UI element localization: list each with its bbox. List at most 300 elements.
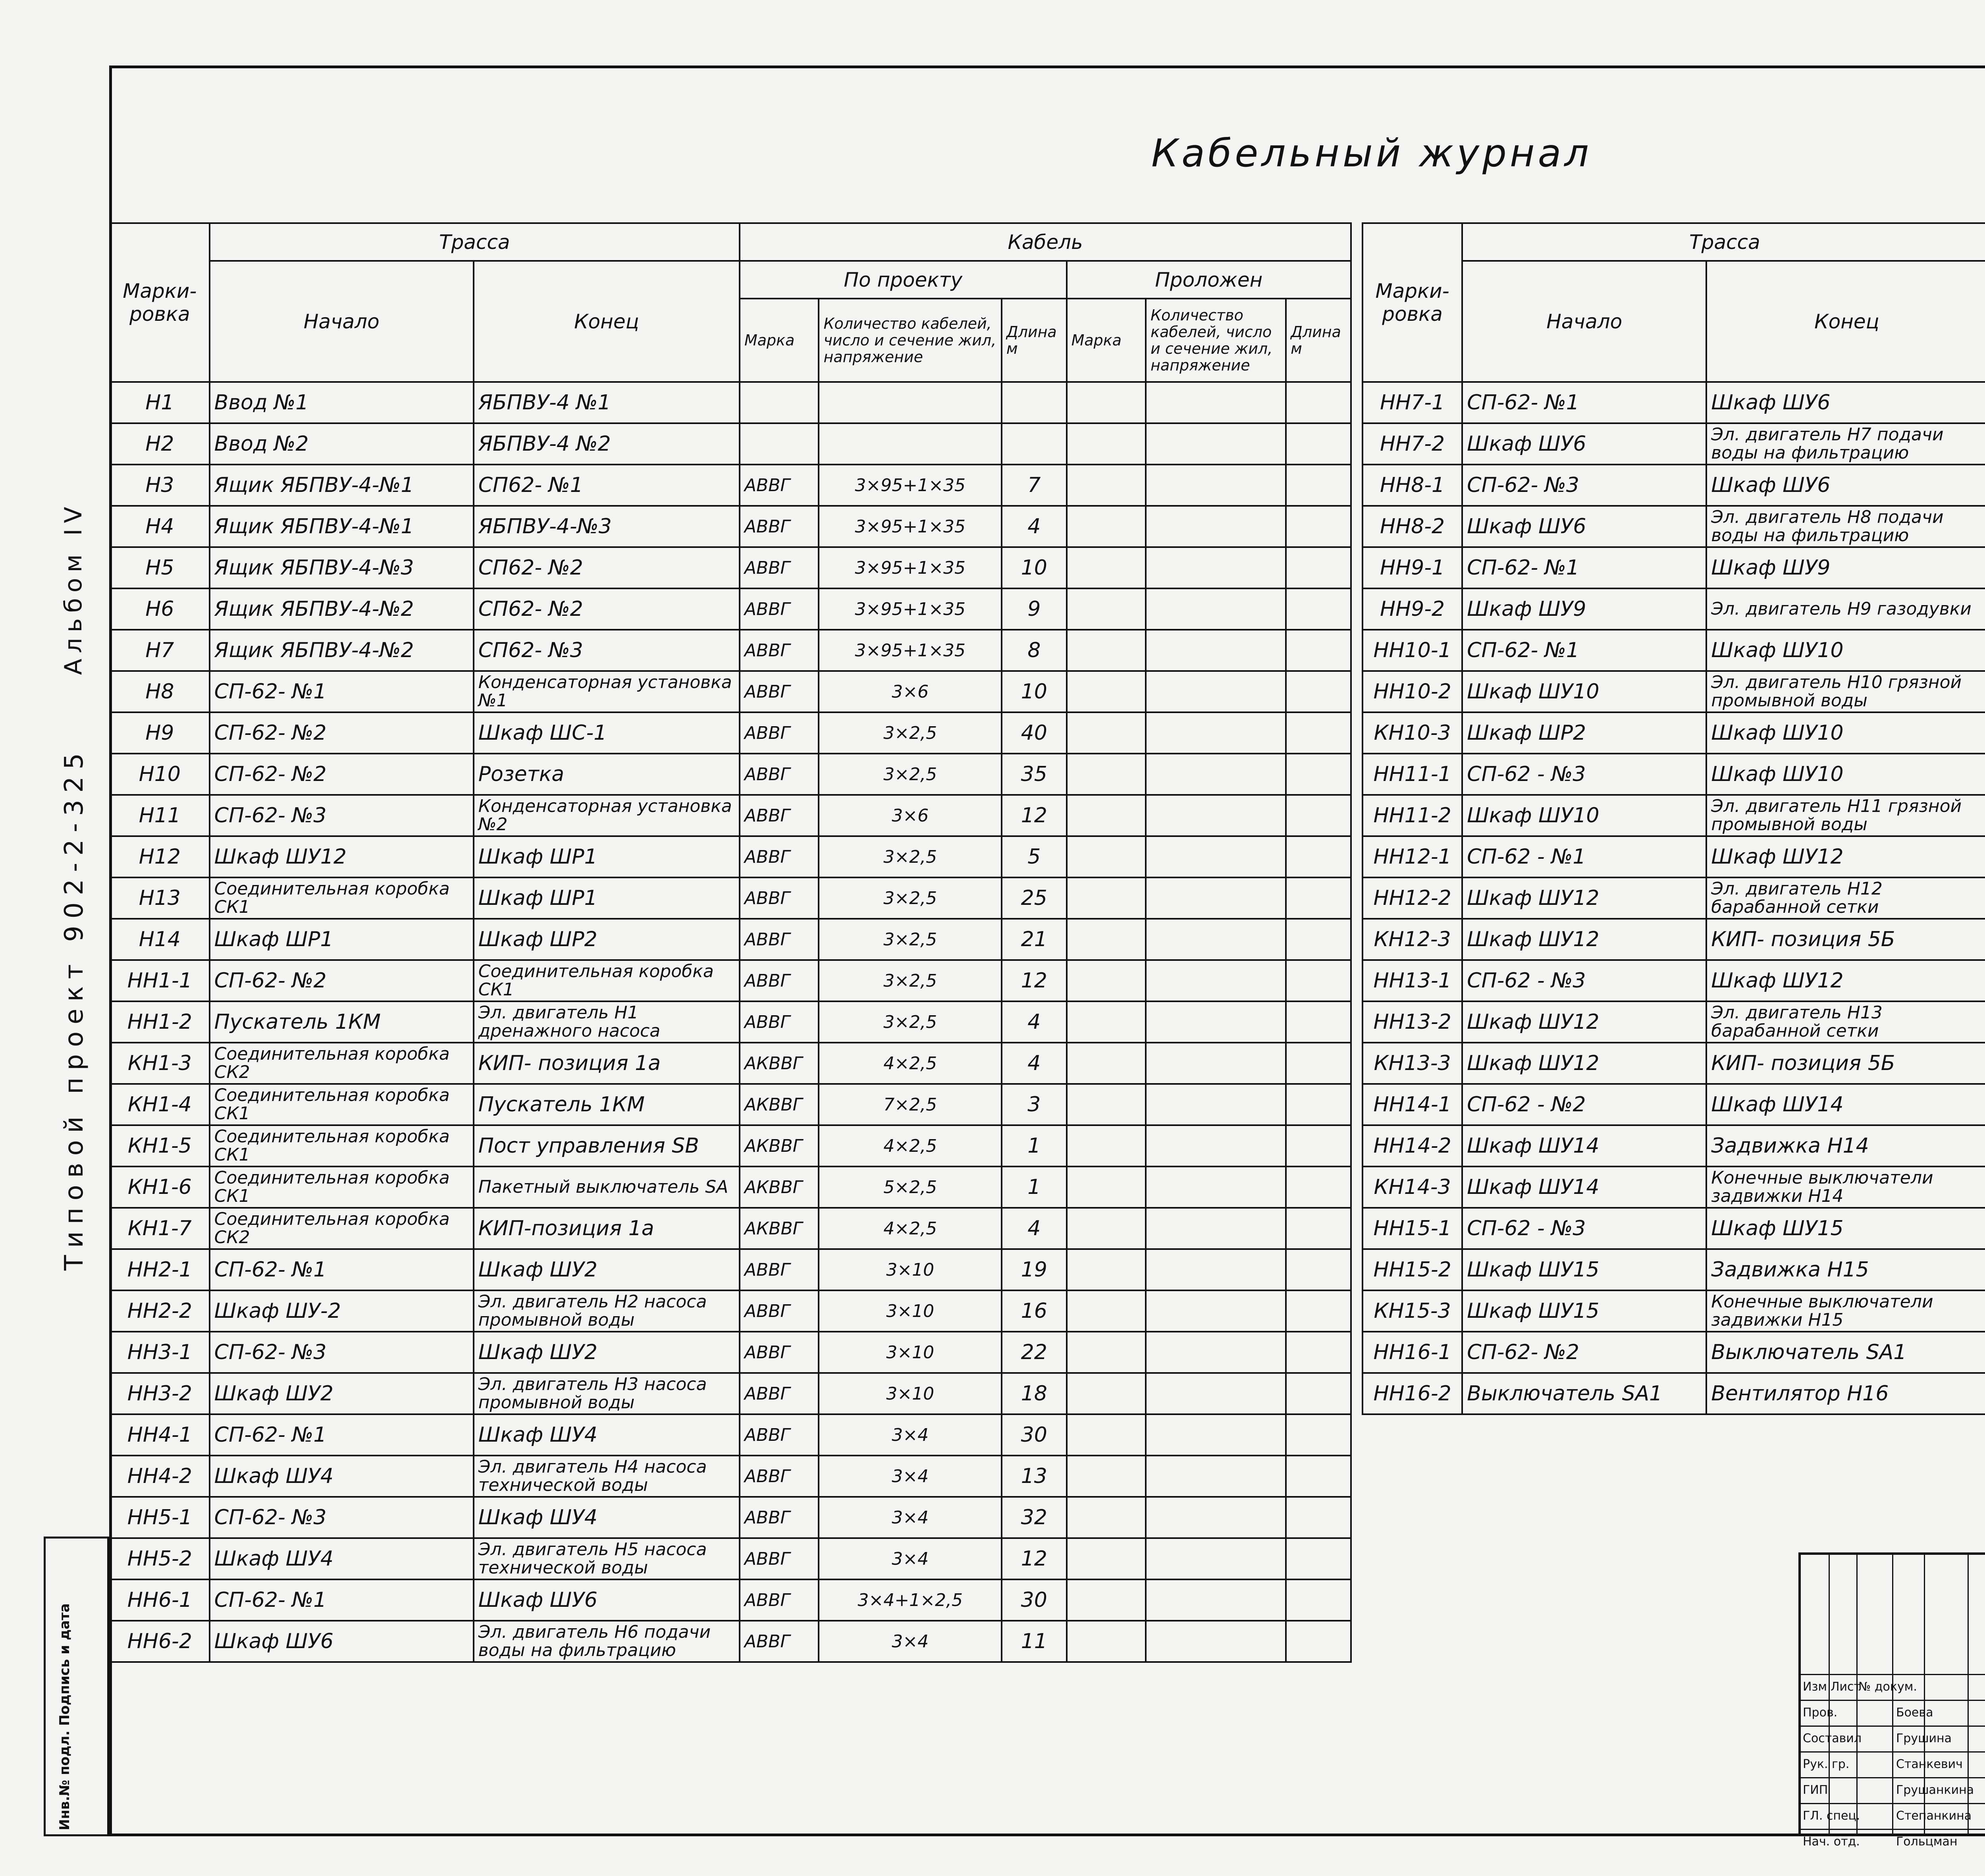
cell-length-laid (1286, 795, 1351, 836)
cell-brand (740, 423, 819, 465)
cell-end: Пускатель 1КМ (474, 1084, 740, 1125)
cell-length-laid (1286, 712, 1351, 754)
table-row (110, 877, 1351, 919)
cell-mark: Н14 (110, 919, 210, 960)
cell-end: Шкаф ШУ6 (1706, 465, 1985, 506)
cell-end: Шкаф ШУ4 (474, 1497, 740, 1538)
table-row (110, 1290, 1351, 1332)
table-row (110, 382, 1351, 423)
cell-mark: Н9 (110, 712, 210, 754)
cell-length: 4 (1002, 1043, 1067, 1084)
table-row (110, 919, 1351, 960)
cell-length-laid (1286, 754, 1351, 795)
cell-qty-laid (1146, 1621, 1286, 1662)
cell-qty-laid (1146, 754, 1286, 795)
cell-qty: 3×6 (819, 795, 1001, 836)
cell-mark: Н13 (110, 877, 210, 919)
cell-start: СП-62- №2 (1462, 1332, 1706, 1373)
table-row (110, 1579, 1351, 1621)
cell-start: СП-62- №3 (210, 1497, 474, 1538)
table-row (1363, 1290, 1985, 1332)
cell-qty-laid (1146, 1208, 1286, 1249)
table-row (1363, 1373, 1985, 1414)
cell-mark: НН11-2 (1363, 795, 1462, 836)
cell-mark: НН16-2 (1363, 1373, 1462, 1414)
cell-length-laid (1286, 1001, 1351, 1043)
cell-mark: НН6-2 (110, 1621, 210, 1662)
cell-brand-laid (1067, 1125, 1146, 1166)
cell-brand-laid (1067, 1208, 1146, 1249)
table-row (110, 506, 1351, 547)
cell-brand-laid (1067, 1456, 1146, 1497)
cell-mark: НН11-1 (1363, 754, 1462, 795)
cell-length: 11 (1002, 1621, 1067, 1662)
table-row (110, 1208, 1351, 1249)
cell-brand-laid (1067, 1084, 1146, 1125)
cell-end: Шкаф ШУ10 (1706, 712, 1985, 754)
table-row (110, 547, 1351, 588)
cell-mark: КН1-7 (110, 1208, 210, 1249)
cell-brand-laid (1067, 1414, 1146, 1456)
cell-brand: АВВГ (740, 1332, 819, 1373)
cell-brand-laid (1067, 671, 1146, 712)
cell-brand: АВВГ (740, 960, 819, 1001)
cell-end: Шкаф ШУ9 (1706, 547, 1985, 588)
cell-qty-laid (1146, 1497, 1286, 1538)
cell-mark: КН1-6 (110, 1166, 210, 1208)
cell-end: Соединительная коробка СК1 (474, 960, 740, 1001)
table-row (110, 465, 1351, 506)
cell-length-laid (1286, 960, 1351, 1001)
cell-start: СП-62- №1 (1462, 382, 1706, 423)
header-laid: Проложен (1067, 261, 1351, 299)
cell-mark: НН3-1 (110, 1332, 210, 1373)
cell-mark: Н11 (110, 795, 210, 836)
cell-length: 13 (1002, 1456, 1067, 1497)
cell-start: СП-62- №2 (210, 754, 474, 795)
cell-brand-laid (1067, 1579, 1146, 1621)
table-row (1363, 547, 1985, 588)
cell-mark: НН8-1 (1363, 465, 1462, 506)
cell-length: 32 (1002, 1497, 1067, 1538)
cell-brand: АВВГ (740, 1497, 819, 1538)
cell-mark: НН16-1 (1363, 1332, 1462, 1373)
table-row (110, 1166, 1351, 1208)
cell-end: КИП- позиция 5Б (1706, 1043, 1985, 1084)
cell-length: 12 (1002, 795, 1067, 836)
cell-mark: НН1-2 (110, 1001, 210, 1043)
cell-end: Эл. двигатель Н5 насоса технической воды (474, 1538, 740, 1579)
signer-name: Грушина (1896, 1731, 1952, 1745)
cell-brand-laid (1067, 1249, 1146, 1290)
cell-start: СП-62- №1 (210, 1249, 474, 1290)
table-row (1363, 960, 1985, 1001)
cell-brand: АВВГ (740, 1456, 819, 1497)
cell-mark: НН12-2 (1363, 877, 1462, 919)
cell-length-laid (1286, 1208, 1351, 1249)
table-row (1363, 423, 1985, 465)
cell-length-laid (1286, 1125, 1351, 1166)
cell-length: 4 (1002, 506, 1067, 547)
cell-brand: АВВГ (740, 1414, 819, 1456)
cell-brand: АКВВГ (740, 1125, 819, 1166)
table-row (110, 1084, 1351, 1125)
cell-length-laid (1286, 630, 1351, 671)
table-row (110, 712, 1351, 754)
cell-length: 9 (1002, 588, 1067, 630)
cell-length: 30 (1002, 1414, 1067, 1456)
cell-qty: 3×2,5 (819, 754, 1001, 795)
cell-mark: НН6-1 (110, 1579, 210, 1621)
signature-strip (44, 1537, 109, 1836)
header-route: Трасса (210, 223, 740, 261)
cell-end: Шкаф ШУ12 (1706, 960, 1985, 1001)
cell-qty: 4×2,5 (819, 1208, 1001, 1249)
header-mark: Марки-ровка (110, 223, 210, 382)
cell-qty: 3×95+1×35 (819, 506, 1001, 547)
cell-brand-laid (1067, 1538, 1146, 1579)
cell-end: Шкаф ШУ15 (1706, 1208, 1985, 1249)
cell-length: 10 (1002, 547, 1067, 588)
table-row (110, 630, 1351, 671)
cell-qty-laid (1146, 1538, 1286, 1579)
cell-mark: НН10-2 (1363, 671, 1462, 712)
cell-brand-laid (1067, 1043, 1146, 1084)
title-block (1798, 1552, 1985, 1849)
header-cable: Кабель (740, 223, 1351, 261)
cell-qty: 3×2,5 (819, 919, 1001, 960)
cell-brand: АВВГ (740, 1290, 819, 1332)
cell-qty: 3×2,5 (819, 960, 1001, 1001)
cell-start: Шкаф ШУ4 (210, 1456, 474, 1497)
cell-start: Шкаф ШУ12 (210, 836, 474, 877)
table-row (1363, 382, 1985, 423)
cell-brand: АВВГ (740, 1538, 819, 1579)
table-row (110, 754, 1351, 795)
cell-brand: АКВВГ (740, 1166, 819, 1208)
header-len-laid: Длина м (1286, 299, 1351, 382)
cell-start: Шкаф ШУ6 (210, 1621, 474, 1662)
cell-start: СП-62- №3 (210, 1332, 474, 1373)
cell-length-laid (1286, 382, 1351, 423)
cell-brand: АВВГ (740, 1579, 819, 1621)
cell-brand-laid (1067, 547, 1146, 588)
cell-length: 12 (1002, 960, 1067, 1001)
page-title: Кабельный журнал (1151, 131, 1592, 175)
cell-brand: АВВГ (740, 919, 819, 960)
cell-length-laid (1286, 1538, 1351, 1579)
cell-qty-laid (1146, 919, 1286, 960)
cell-length: 4 (1002, 1208, 1067, 1249)
cell-start: Шкаф ШУ12 (1462, 919, 1706, 960)
cell-end: Шкаф ШУ2 (474, 1249, 740, 1290)
cell-brand: АВВГ (740, 836, 819, 877)
table-row (110, 1497, 1351, 1538)
cell-qty: 3×10 (819, 1290, 1001, 1332)
cell-qty-laid (1146, 1456, 1286, 1497)
cell-length-laid (1286, 1497, 1351, 1538)
cell-qty-laid (1146, 1125, 1286, 1166)
cell-length-laid (1286, 547, 1351, 588)
cell-end: Эл. двигатель Н2 насоса промывной воды (474, 1290, 740, 1332)
cell-qty-laid (1146, 1001, 1286, 1043)
table-row (1363, 1001, 1985, 1043)
cell-qty: 3×4 (819, 1538, 1001, 1579)
table-row (1363, 588, 1985, 630)
cell-mark: НН15-2 (1363, 1249, 1462, 1290)
table-row (110, 1249, 1351, 1290)
cell-brand: АВВГ (740, 671, 819, 712)
cell-qty-laid (1146, 1332, 1286, 1373)
cell-mark: НН14-2 (1363, 1125, 1462, 1166)
table-row (110, 1621, 1351, 1662)
cell-qty: 3×6 (819, 671, 1001, 712)
cell-qty-laid (1146, 465, 1286, 506)
cell-length-laid (1286, 1043, 1351, 1084)
cell-qty: 5×2,5 (819, 1166, 1001, 1208)
cell-end: Шкаф ШУ6 (1706, 382, 1985, 423)
table-row (110, 960, 1351, 1001)
table-row (1363, 465, 1985, 506)
cell-end: Эл. двигатель Н12 барабанной сетки (1706, 877, 1985, 919)
table-row (110, 588, 1351, 630)
cell-qty (819, 382, 1001, 423)
signer-name: Гольцман (1896, 1835, 1958, 1849)
grid-line (1829, 1555, 1830, 1834)
cell-length-laid (1286, 1332, 1351, 1373)
cell-start: СП-62 - №3 (1462, 960, 1706, 1001)
cell-length: 4 (1002, 1001, 1067, 1043)
cell-end: ЯБПВУ-4 №2 (474, 423, 740, 465)
cell-length: 1 (1002, 1125, 1067, 1166)
cell-brand-laid (1067, 588, 1146, 630)
column-header: Изм (1803, 1680, 1827, 1694)
cell-start: Шкаф ШУ15 (1462, 1249, 1706, 1290)
cell-qty: 3×4 (819, 1497, 1001, 1538)
table-row (1363, 1249, 1985, 1290)
cell-qty: 3×95+1×35 (819, 547, 1001, 588)
cell-mark: НН13-1 (1363, 960, 1462, 1001)
cell-brand: АВВГ (740, 877, 819, 919)
cell-length: 18 (1002, 1373, 1067, 1414)
cell-brand: АВВГ (740, 588, 819, 630)
header-brand-laid: Марка (1067, 299, 1146, 382)
header-qty: Количество кабелей, число и сечение жил, напряжение (819, 299, 1001, 382)
cell-length: 19 (1002, 1249, 1067, 1290)
grid-line (1856, 1555, 1858, 1834)
table-row (1363, 671, 1985, 712)
cell-brand-laid (1067, 960, 1146, 1001)
table-row (1363, 836, 1985, 877)
cell-brand: АКВВГ (740, 1208, 819, 1249)
cell-mark: НН4-2 (110, 1456, 210, 1497)
cell-end: Шкаф ШР2 (474, 919, 740, 960)
cell-length-laid (1286, 919, 1351, 960)
cell-mark: Н2 (110, 423, 210, 465)
cell-brand: АВВГ (740, 754, 819, 795)
cell-length-laid (1286, 1166, 1351, 1208)
cell-brand-laid (1067, 382, 1146, 423)
cell-length: 30 (1002, 1579, 1067, 1621)
cell-end: Шкаф ШУ14 (1706, 1084, 1985, 1125)
cell-mark: НН10-1 (1363, 630, 1462, 671)
table-row (1363, 795, 1985, 836)
cell-qty (819, 423, 1001, 465)
cell-start: СП-62- №1 (210, 671, 474, 712)
cell-end: Шкаф ШУ6 (474, 1579, 740, 1621)
header-route: Трасса (1462, 223, 1985, 261)
cell-length: 10 (1002, 671, 1067, 712)
cell-mark: КН10-3 (1363, 712, 1462, 754)
cell-mark: Н7 (110, 630, 210, 671)
cell-qty: 4×2,5 (819, 1125, 1001, 1166)
cell-start: Шкаф ШУ10 (1462, 671, 1706, 712)
role-label: Рук. гр. (1803, 1757, 1850, 1771)
cell-start: Шкаф ШР2 (1462, 712, 1706, 754)
table-row (110, 1043, 1351, 1084)
cell-qty-laid (1146, 588, 1286, 630)
cell-qty: 3×10 (819, 1332, 1001, 1373)
cell-start: Ящик ЯБПВУ-4-№2 (210, 630, 474, 671)
cell-length-laid (1286, 671, 1351, 712)
cell-qty: 3×4 (819, 1621, 1001, 1662)
cell-end: Эл. двигатель Н4 насоса технической воды (474, 1456, 740, 1497)
cell-start: СП-62 - №3 (1462, 754, 1706, 795)
signature-grid (1801, 1555, 1985, 1849)
cell-start: Пускатель 1КМ (210, 1001, 474, 1043)
cell-start: Соединительная коробка СК1 (210, 877, 474, 919)
column-header: № докум. (1858, 1680, 1917, 1694)
cell-mark: НН3-2 (110, 1373, 210, 1414)
cell-start: Шкаф ШУ14 (1462, 1125, 1706, 1166)
table-row (1363, 919, 1985, 960)
cell-length: 7 (1002, 465, 1067, 506)
cell-end: ЯБПВУ-4-№3 (474, 506, 740, 547)
cell-mark: Н10 (110, 754, 210, 795)
cell-qty-laid (1146, 877, 1286, 919)
cell-brand: АВВГ (740, 1621, 819, 1662)
cell-length-laid (1286, 1249, 1351, 1290)
table-row (1363, 1084, 1985, 1125)
cell-qty: 3×95+1×35 (819, 630, 1001, 671)
table-row (110, 423, 1351, 465)
cell-start: СП-62- №3 (210, 795, 474, 836)
table-row (1363, 754, 1985, 795)
table-row (110, 1538, 1351, 1579)
cell-start: Шкаф ШУ12 (1462, 1043, 1706, 1084)
cell-brand-laid (1067, 712, 1146, 754)
cell-start: Ящик ЯБПВУ-4-№1 (210, 465, 474, 506)
cell-start: СП-62- №1 (210, 1414, 474, 1456)
cell-start: Ввод №2 (210, 423, 474, 465)
table-row (110, 1456, 1351, 1497)
table-row (110, 671, 1351, 712)
cell-qty: 3×4 (819, 1456, 1001, 1497)
table-row (110, 836, 1351, 877)
cell-end: Эл. двигатель Н13 барабанной сетки (1706, 1001, 1985, 1043)
cell-start: Шкаф ШУ12 (1462, 877, 1706, 919)
cell-brand: АКВВГ (740, 1043, 819, 1084)
cell-brand-laid (1067, 630, 1146, 671)
table-row (1363, 1043, 1985, 1084)
cell-qty: 3×4 (819, 1414, 1001, 1456)
cell-end: Шкаф ШР1 (474, 877, 740, 919)
role-label: ГИП (1803, 1783, 1828, 1797)
cell-start: Соединительная коробка СК2 (210, 1208, 474, 1249)
cell-qty-laid (1146, 506, 1286, 547)
role-label: Пров. (1803, 1706, 1838, 1720)
cell-brand: АКВВГ (740, 1084, 819, 1125)
cell-length-laid (1286, 423, 1351, 465)
cell-brand: АВВГ (740, 1373, 819, 1414)
table-row (1363, 1166, 1985, 1208)
cell-brand-laid (1067, 877, 1146, 919)
cell-start: СП-62- №1 (1462, 630, 1706, 671)
cell-length (1002, 382, 1067, 423)
table-row (1363, 506, 1985, 547)
cell-qty-laid (1146, 1373, 1286, 1414)
cell-mark: НН7-1 (1363, 382, 1462, 423)
cell-end: СП62- №2 (474, 547, 740, 588)
role-label: Нач. отд. (1803, 1835, 1860, 1849)
cell-mark: Н3 (110, 465, 210, 506)
cell-length: 21 (1002, 919, 1067, 960)
cell-length: 1 (1002, 1166, 1067, 1208)
cell-mark: КН1-4 (110, 1084, 210, 1125)
cell-qty: 4×2,5 (819, 1043, 1001, 1084)
cell-brand: АВВГ (740, 1249, 819, 1290)
header-start: Начало (210, 261, 474, 382)
cell-length (1002, 423, 1067, 465)
cell-brand-laid (1067, 1621, 1146, 1662)
cell-mark: КН1-3 (110, 1043, 210, 1084)
cell-mark: НН12-1 (1363, 836, 1462, 877)
cell-brand-laid (1067, 423, 1146, 465)
cell-start: СП-62- №2 (210, 960, 474, 1001)
cell-brand-laid (1067, 1497, 1146, 1538)
cell-end: Конденсаторная установка №1 (474, 671, 740, 712)
cell-brand-laid (1067, 1290, 1146, 1332)
cell-qty-laid (1146, 423, 1286, 465)
cell-end: Конечные выключатели задвижки Н15 (1706, 1290, 1985, 1332)
cell-qty-laid (1146, 795, 1286, 836)
cell-brand-laid (1067, 1001, 1146, 1043)
cell-qty-laid (1146, 836, 1286, 877)
header-qty-laid: Количество кабелей, число и сечение жил, напряжение (1146, 299, 1286, 382)
cell-end: Эл. двигатель Н10 грязной промывной воды (1706, 671, 1985, 712)
cell-length-laid (1286, 1084, 1351, 1125)
cell-qty-laid (1146, 1166, 1286, 1208)
cell-length: 25 (1002, 877, 1067, 919)
cell-length-laid (1286, 836, 1351, 877)
cell-brand: АВВГ (740, 506, 819, 547)
side-project-label: Типовой проект 902-2-325 (60, 746, 89, 1271)
cell-start: Соединительная коробка СК1 (210, 1166, 474, 1208)
table-row (110, 1001, 1351, 1043)
cell-brand: АВВГ (740, 547, 819, 588)
grid-line (1892, 1555, 1893, 1834)
cell-start: Шкаф ШУ6 (1462, 506, 1706, 547)
cell-start: Выключатель SA1 (1462, 1373, 1706, 1414)
cell-end: Эл. двигатель Н6 подачи воды на фильтрацию (474, 1621, 740, 1662)
cell-brand: АВВГ (740, 712, 819, 754)
cell-start: СП-62- №1 (210, 1579, 474, 1621)
cell-mark: НН5-2 (110, 1538, 210, 1579)
cell-mark: НН8-2 (1363, 506, 1462, 547)
cell-mark: КН13-3 (1363, 1043, 1462, 1084)
cell-qty: 3×10 (819, 1373, 1001, 1414)
table-row (110, 1414, 1351, 1456)
